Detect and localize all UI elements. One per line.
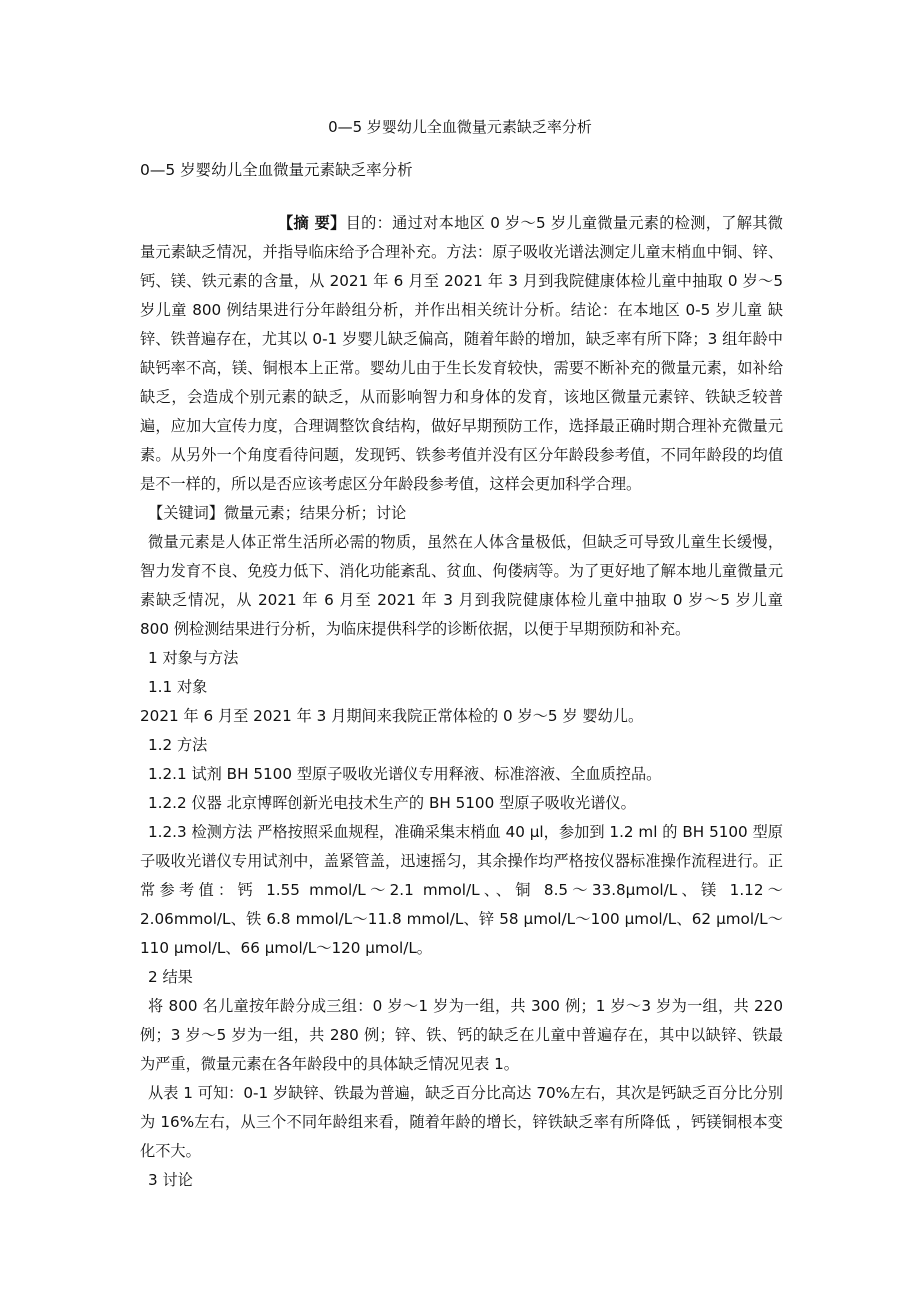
section-1-heading: 1 对象与方法 [148,649,239,667]
intro-paragraph: 微量元素是人体正常生活所必需的物质，虽然在人体含量极低，但缺乏可导致儿童生长缓慢，智力发育不良、免疫力低下、消化功能紊乱、贫血、佝偻病等。为了更好地了解本地儿童微量元素缺乏情况，从 2021 年 6 月至 2021 年 3 月到我院健康体检儿童中抽取 0 岁～5 岁儿童 800 例检测结果进行分析，为临床提供科学的诊断依据，以便于早期预防和补充。 [140,533,783,638]
article-body [140,209,783,1195]
section-1-2-heading: 1.2 方法 [148,736,208,754]
keywords-label: 【关键词】 [148,504,224,522]
keywords-text: 微量元素；结果分析；讨论 [223,504,407,522]
results-paragraph-2: 从表 1 可知：0-1 岁缺锌、铁最为普遍，缺乏百分比高达 70%左右，其次是钙缺乏百分比分别为 16%左右，从三个不同年龄组来看，随着年龄的增长，锌铁缺乏率有所降低 ，钙镁铜根本变化不大。 [140,1084,783,1160]
abstract-text: 目的：通过对本地区 0 岁～5 岁儿童微量元素的检测，了解其微量元素缺乏情况，并指导临床给予合理补充。方法：原子吸收光谱法测定儿童末梢血中铜、锌、钙、镁、铁元素的含量，从 2021 年 6 月至 2021 年 3 月到我院健康体检儿童中抽取 0 岁～5 岁儿童 800 例结果进行分年龄组分析，并作出相关统计分析。结论：在本地区 0-5 岁儿童 缺锌、铁普遍存在，尤其以 0-1 岁婴儿缺乏偏高，随着年龄的增加，缺乏率有所下降；3 组年龄中缺钙率不高，镁、铜根本上正常。婴幼儿由于生长发育较快，需要不断补充的微量元素，如补给缺乏，会造成个别元素的缺乏，从而影响智力和身体的发育，该地区微量元素锌、铁缺乏较普遍，应加大宣传力度，合理调整饮食结构，做好早期预防工作，选择最正确时期合理补充微量元素。从另外一个角度看待问题，发现钙、铁参考值并没有区分年龄段参考值，不同年龄段的均值是不一样的，所以是否应该考虑区分年龄段参考值，这样会更加科学合理。 [140,214,783,493]
method-paragraph: 1.2.3 检测方法 严格按照采血规程，准确采集末梢血 40 μl，参加到 1.2 ml 的 BH 5100 型原子吸收光谱仪专用试剂中，盖紧管盖，迅速摇匀，其余操作均严格按仪器标准操作流程进行。正常参考值：钙 1.55 mmol/L～2.1 mmol/L、、铜 8.5～33.8μmol/L、镁 1.12～2.06mmol/L、铁 6.8 mmol/L～11.8 mmol/L、锌 58 μmol/L～100 μmol/L、62 μmol/L～110 μmol/L、66 μmol/L～120 μmol/L。 [140,823,783,957]
page-title: 0—5 岁婴幼儿全血微量元素缺乏率分析 [328,118,592,136]
section-3-heading: 3 讨论 [148,1171,193,1189]
article-subtitle: 0—5 岁婴幼儿全血微量元素缺乏率分析 [140,161,413,179]
instrument-paragraph: 1.2.2 仪器 北京博晖创新光电技术生产的 BH 5100 型原子吸收光谱仪。 [148,794,636,812]
abstract-paragraph [140,209,783,499]
section-2-heading: 2 结果 [148,968,193,986]
abstract-label: 【摘 要】 [278,214,346,232]
section-1-1-heading: 1.1 对象 [148,678,208,696]
results-paragraph-1: 将 800 名儿童按年龄分成三组：0 岁～1 岁为一组，共 300 例；1 岁～3 岁为一组，共 220 例；3 岁～5 岁为一组，共 280 例；锌、铁、钙的缺乏在儿童中普遍存在，其中以缺锌、铁最为严重，微量元素在各年龄段中的具体缺乏情况见表 1。 [140,997,783,1073]
reagent-paragraph: 1.2.1 试剂 BH 5100 型原子吸收光谱仪专用释液、标准溶液、全血质控品。 [148,765,662,783]
section-1-1-text: 2021 年 6 月至 2021 年 3 月期间来我院正常体检的 0 岁～5 岁 婴幼儿。 [140,707,644,725]
keywords-paragraph [140,499,783,528]
